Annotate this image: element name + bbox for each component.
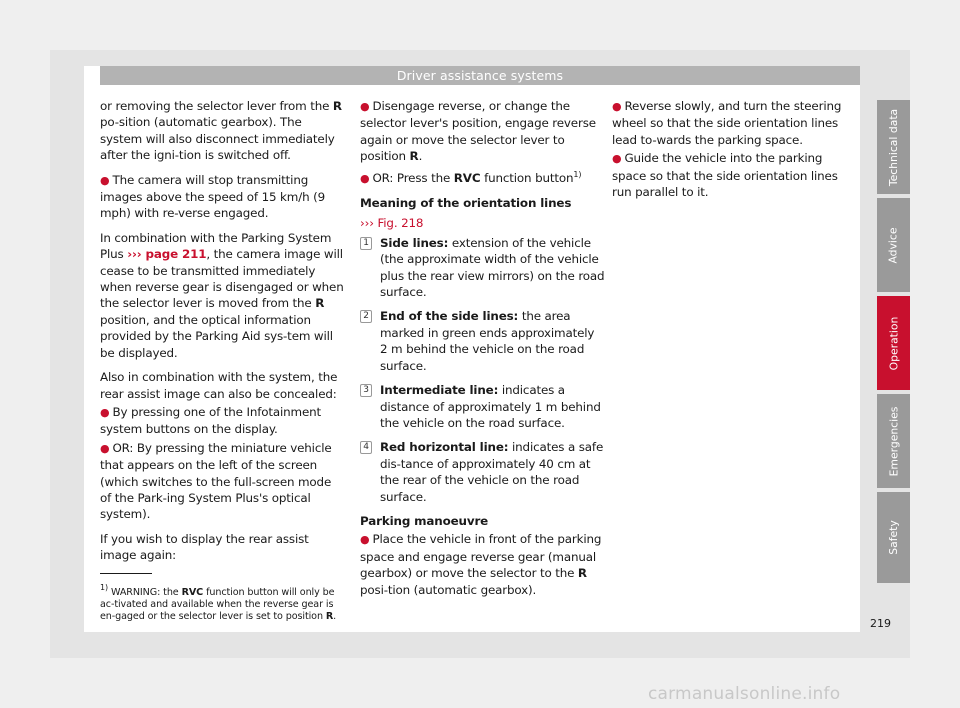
heading-orientation-lines: Meaning of the orientation lines [360,196,572,211]
bullet-icon: ● [360,100,370,113]
page-number: 219 [870,617,891,630]
bullet-place-vehicle: ● Place the vehicle in front of the parking space and engage reverse gear (manual gearbox) or move the selector to the R posi-tion (automatic gearbox). [360,532,602,597]
bullet-icon: ● [100,173,110,187]
bullet-icon: ● [612,100,622,113]
tab-operation[interactable]: Operation [877,296,910,390]
paragraph-3: Also in combination with the system, the rear assist image can also be concealed: [100,370,338,401]
bullet-rvc: ● OR: Press the RVC function button$^{1)}$ [360,169,582,185]
bullet-camera-stop: ● The camera will stop transmitting images above the speed of 15 km/h (9 mph) with re-verse engaged. [100,172,325,221]
bullet-icon: ● [612,152,622,166]
bullet-infotainment: ● By pressing one of the Infotainment system buttons on the display. [100,404,322,437]
column-3 [612,98,857,208]
tab-emergencies[interactable]: Emergencies [877,394,910,488]
footnote-divider [100,573,152,574]
tab-safety[interactable]: Safety [877,492,910,583]
section-header: Driver assistance systems [100,66,860,85]
paragraph-2: In combination with the Parking System Plus ››› page 211, the camera image will cease to be transmitted immediately when reverse gear is disengaged or when the selector lever is moved from the R position, and the optical information provided by the Parking Aid sys-tem will be displayed. [100,230,344,360]
tab-advice[interactable]: Advice [877,198,910,292]
number-badge: 4 [360,441,372,454]
bullet-miniature-vehicle: ● OR: By pressing the miniature vehicle that appears on the left of the screen (which switches to the full-screen mode of the Park-ing System Plus's optical system). [100,440,332,522]
paragraph-4: If you wish to display the rear assist image again: [100,531,309,563]
bullet-icon: ● [360,171,370,185]
orientation-item-4: 4 Red horizontal line: indicates a safe dis-tance of approximately 40 cm at the rear of the vehicle on the road surface. [360,439,605,505]
bullet-icon: ● [360,533,370,547]
paragraph-1: or removing the selector lever from the R po-sition (automatic gearbox). The system will also disconnect immediately after the igni-tion is switched off. [100,99,342,163]
bullet-icon: ● [100,441,110,455]
number-badge: 2 [360,310,372,323]
figure-reference[interactable]: ››› Fig. 218 [360,216,424,231]
orientation-item-1: 1 Side lines: extension of the vehicle (the approximate width of the vehicle plus the rear view mirrors) on the road surface. [360,235,605,301]
bullet-icon: ● [100,405,110,419]
orientation-item-2: 2 End of the side lines: the area marked in green ends approximately 2 m behind the vehicle on the road surface. [360,308,605,374]
heading-parking-manoeuvre: Parking manoeuvre [360,513,489,528]
orientation-item-3: 3 Intermediate line: indicates a distance of approximately 1 m behind the vehicle on the road surface. [360,382,605,431]
footnote: $^{1)}$ WARNING: the RVC function button will only be ac-tivated and available when the reverse gear is en-gaged or the selector lever is set to position R. [100,583,337,622]
bullet-guide-vehicle: ● Guide the vehicle into the parking space so that the side orientation lines run parallel to it. [612,151,838,200]
number-badge: 1 [360,237,372,250]
bullet-disengage-reverse: ● Disengage reverse, or change the selector lever's position, engage reverse again or move the selector lever to position R. [360,99,596,164]
bullet-reverse-slowly: ● Reverse slowly, and turn the steering wheel so that the side orientation lines lead to-wards the parking space. [612,99,842,147]
column-1 [100,98,345,572]
page-link[interactable]: ››› page 211 [127,247,207,262]
watermark: carmanualsonline.info [648,684,841,704]
column-2 [360,98,605,606]
tab-technical-data[interactable]: Technical data [877,100,910,194]
number-badge: 3 [360,384,372,397]
